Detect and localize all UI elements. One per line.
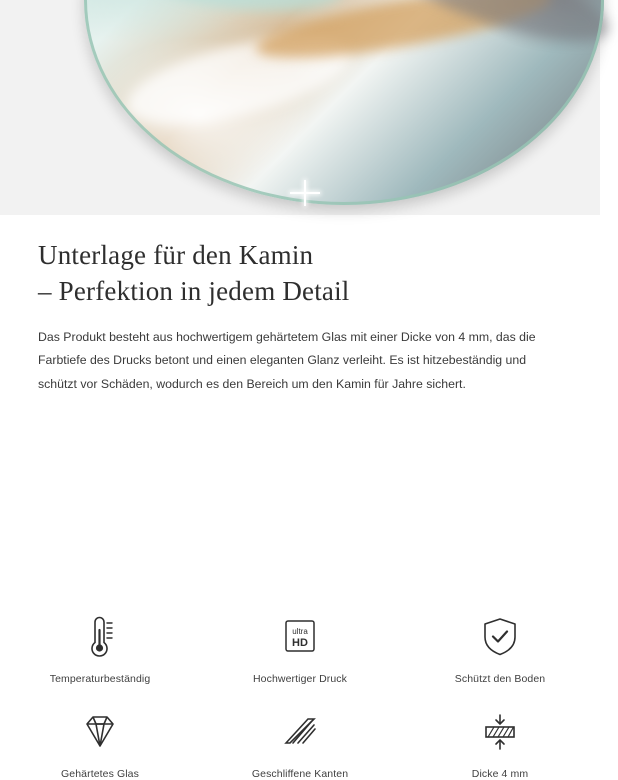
glass-edge-highlight [84, 0, 604, 205]
hero-image-section [0, 0, 600, 215]
feature-high-quality-print [200, 612, 400, 685]
thermometer-icon [74, 612, 126, 662]
feature-thickness [400, 707, 600, 780]
feature-icon-grid [0, 612, 600, 780]
headline-line-2: – Perfektion in jedem Detail [38, 275, 350, 306]
feature-label: Dicke 4 mm [471, 768, 529, 780]
feature-label: Temperaturbeständig [49, 673, 151, 685]
headline-line-1: Unterlage für den Kamin [38, 240, 314, 270]
feature-temperature-resistant [0, 612, 200, 685]
feature-row-bottom [0, 707, 600, 780]
diamond-icon [74, 707, 126, 757]
polished-edges-icon [274, 707, 326, 757]
feature-tempered-glass [0, 707, 200, 780]
feature-label: Gehärtetes Glas [61, 768, 139, 780]
svg-text:HD: HD [292, 637, 308, 649]
product-image-round-glass-plate [84, 0, 604, 205]
feature-protects-floor [400, 612, 600, 685]
feature-label: Schützt den Boden [454, 673, 546, 685]
shield-check-icon [474, 612, 526, 662]
feature-polished-edges [200, 707, 400, 780]
thickness-arrows-icon [474, 707, 526, 757]
feature-label: Geschliffene Kanten [251, 768, 349, 780]
ultra-hd-icon [274, 612, 326, 662]
page-title [0, 215, 600, 310]
feature-row-top [0, 612, 600, 685]
feature-label: Hochwertiger Druck [253, 673, 347, 685]
description-paragraph: Das Produkt besteht aus hochwertigem gehärtetem Glas mit einer Dicke von 4 mm, das die Farbtiefe des Drucks betont und einen eleganten Glanz verleiht. Es ist hitzebeständig und schützt vor Schäden, wodurch es den Bereich um den Kamin für Jahre sichert. [38, 329, 536, 392]
svg-text:ultra: ultra [292, 627, 308, 636]
text-content-section [0, 215, 600, 397]
